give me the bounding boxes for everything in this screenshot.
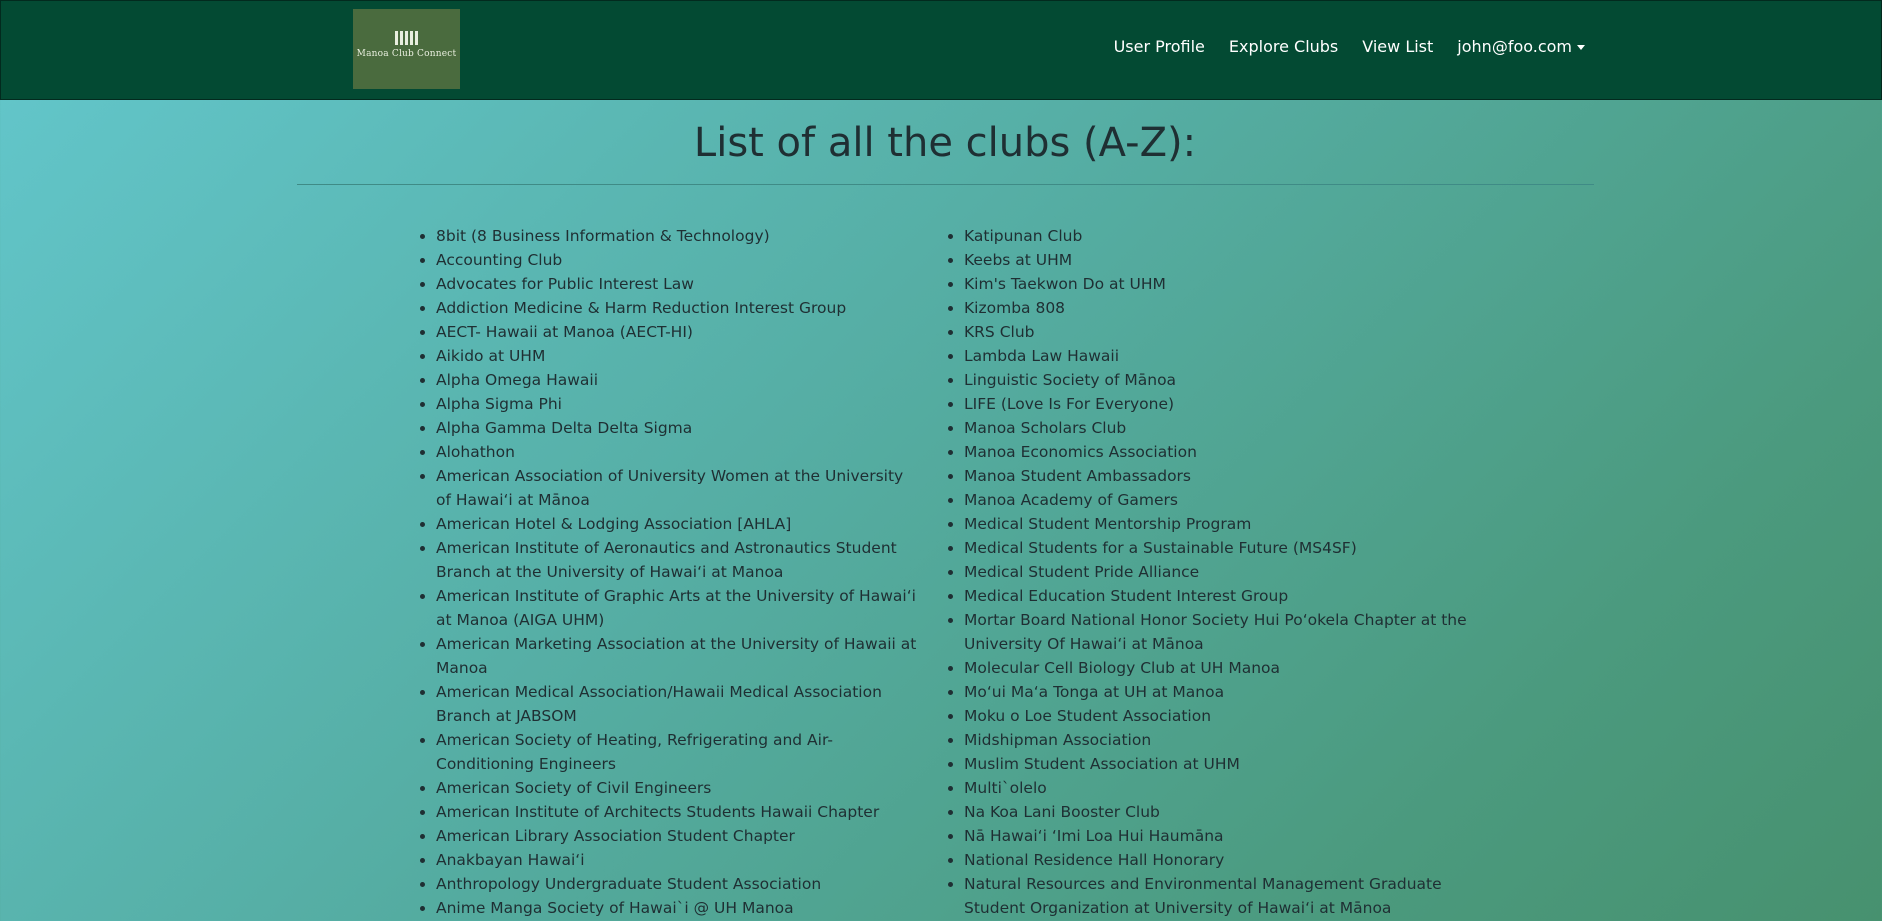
user-menu-dropdown[interactable] <box>1457 37 1585 56</box>
club-list-item: • American Medical Association/Hawaii Medical Association Branch at JABSOM <box>436 680 918 728</box>
club-list-item: • Alpha Sigma Phi <box>436 392 918 416</box>
club-list-item: • KRS Club <box>964 320 1484 344</box>
club-list-item: • Natural Resources and Environmental Management Graduate Student Organization at University of Hawai‘i at Mānoa <box>964 872 1484 920</box>
club-list-item: • American Society of Heating, Refrigerating and Air-Conditioning Engineers <box>436 728 918 776</box>
nav-links <box>1114 37 1585 56</box>
club-list-item: • American Library Association Student Chapter <box>436 824 918 848</box>
club-list-item: • Katipunan Club <box>964 224 1484 248</box>
nav-explore-clubs[interactable]: Explore Clubs <box>1228 37 1339 56</box>
club-list-item: • AECT- Hawaii at Manoa (AECT-HI) <box>436 320 918 344</box>
club-list-item: • Mo‘ui Ma‘a Tonga at UH at Manoa <box>964 680 1484 704</box>
nav-user-profile[interactable]: User Profile <box>1113 37 1205 56</box>
club-list-item: • Midshipman Association <box>964 728 1484 752</box>
club-list-left <box>436 224 918 920</box>
club-list-item: • Medical Student Mentorship Program <box>964 512 1484 536</box>
club-list-item: • Keebs at UHM <box>964 248 1484 272</box>
club-list-item: • Anakbayan Hawai‘i <box>436 848 918 872</box>
club-list-item: • American Association of University Women at the University of Hawai‘i at Mānoa <box>436 464 918 512</box>
club-list-item: • Anime Manga Society of Hawai`i @ UH Manoa <box>436 896 918 920</box>
club-list-item: • Anthropology Undergraduate Student Association <box>436 872 918 896</box>
columns-icon <box>353 31 460 45</box>
club-list-item: • Linguistic Society of Mānoa <box>964 368 1484 392</box>
nav-view-list[interactable]: View List <box>1362 37 1434 56</box>
club-list-item: • American Hotel & Lodging Association [AHLA] <box>436 512 918 536</box>
club-list-item: • Molecular Cell Biology Club at UH Manoa <box>964 656 1484 680</box>
club-list-item: • American Institute of Architects Students Hawaii Chapter <box>436 800 918 824</box>
club-list-item: • Aikido at UHM <box>436 344 918 368</box>
club-list-item: • Manoa Economics Association <box>964 440 1484 464</box>
page-title: List of all the clubs (A-Z): <box>693 120 1197 166</box>
caret-down-icon <box>1577 45 1585 50</box>
club-list-item: • Medical Education Student Interest Group <box>964 584 1484 608</box>
club-list-item: • Kim's Taekwon Do at UHM <box>964 272 1484 296</box>
logo[interactable] <box>353 9 460 89</box>
club-list-item: • Alpha Gamma Delta Delta Sigma <box>436 416 918 440</box>
navbar <box>0 0 1882 100</box>
club-list-item: • American Institute of Aeronautics and Astronautics Student Branch at the University of Hawai‘i at Manoa <box>436 536 918 584</box>
club-list-item: • American Marketing Association at the University of Hawaii at Manoa <box>436 632 918 680</box>
club-list-item: • Moku o Loe Student Association <box>964 704 1484 728</box>
club-list-item: • Alpha Omega Hawaii <box>436 368 918 392</box>
club-list-item: • Manoa Student Ambassadors <box>964 464 1484 488</box>
club-list-item: • National Residence Hall Honorary <box>964 848 1484 872</box>
club-list-item: • LIFE (Love Is For Everyone) <box>964 392 1484 416</box>
club-list-item: • Manoa Scholars Club <box>964 416 1484 440</box>
logo-text: Manoa Club Connect <box>356 49 457 59</box>
club-list-item: • Lambda Law Hawaii <box>964 344 1484 368</box>
club-list-item: • Medical Student Pride Alliance <box>964 560 1484 584</box>
club-list-item: • Nā Hawai‘i ‘Imi Loa Hui Haumāna <box>964 824 1484 848</box>
club-list-item: • Alohathon <box>436 440 918 464</box>
club-list-item: • Accounting Club <box>436 248 918 272</box>
club-list-item: • Mortar Board National Honor Society Hui Po‘okela Chapter at the University Of Hawai‘i at Mānoa <box>964 608 1484 656</box>
club-list-item: • Addiction Medicine & Harm Reduction Interest Group <box>436 296 918 320</box>
club-list-item: • Muslim Student Association at UHM <box>964 752 1484 776</box>
club-list-item: • Manoa Academy of Gamers <box>964 488 1484 512</box>
club-list-item: • Na Koa Lani Booster Club <box>964 800 1484 824</box>
club-list-item: • Advocates for Public Interest Law <box>436 272 918 296</box>
user-email: john@foo.com <box>1457 37 1572 56</box>
club-list-item: • Multi`olelo <box>964 776 1484 800</box>
club-list-item: • 8bit (8 Business Information & Technology) <box>436 224 918 248</box>
club-list-item: • American Society of Civil Engineers <box>436 776 918 800</box>
club-list-right <box>964 224 1484 920</box>
divider <box>297 184 1594 185</box>
club-list-item: • Medical Students for a Sustainable Future (MS4SF) <box>964 536 1484 560</box>
club-list-item: • American Institute of Graphic Arts at the University of Hawai‘i at Manoa (AIGA UHM) <box>436 584 918 632</box>
club-list-item: • Kizomba 808 <box>964 296 1484 320</box>
